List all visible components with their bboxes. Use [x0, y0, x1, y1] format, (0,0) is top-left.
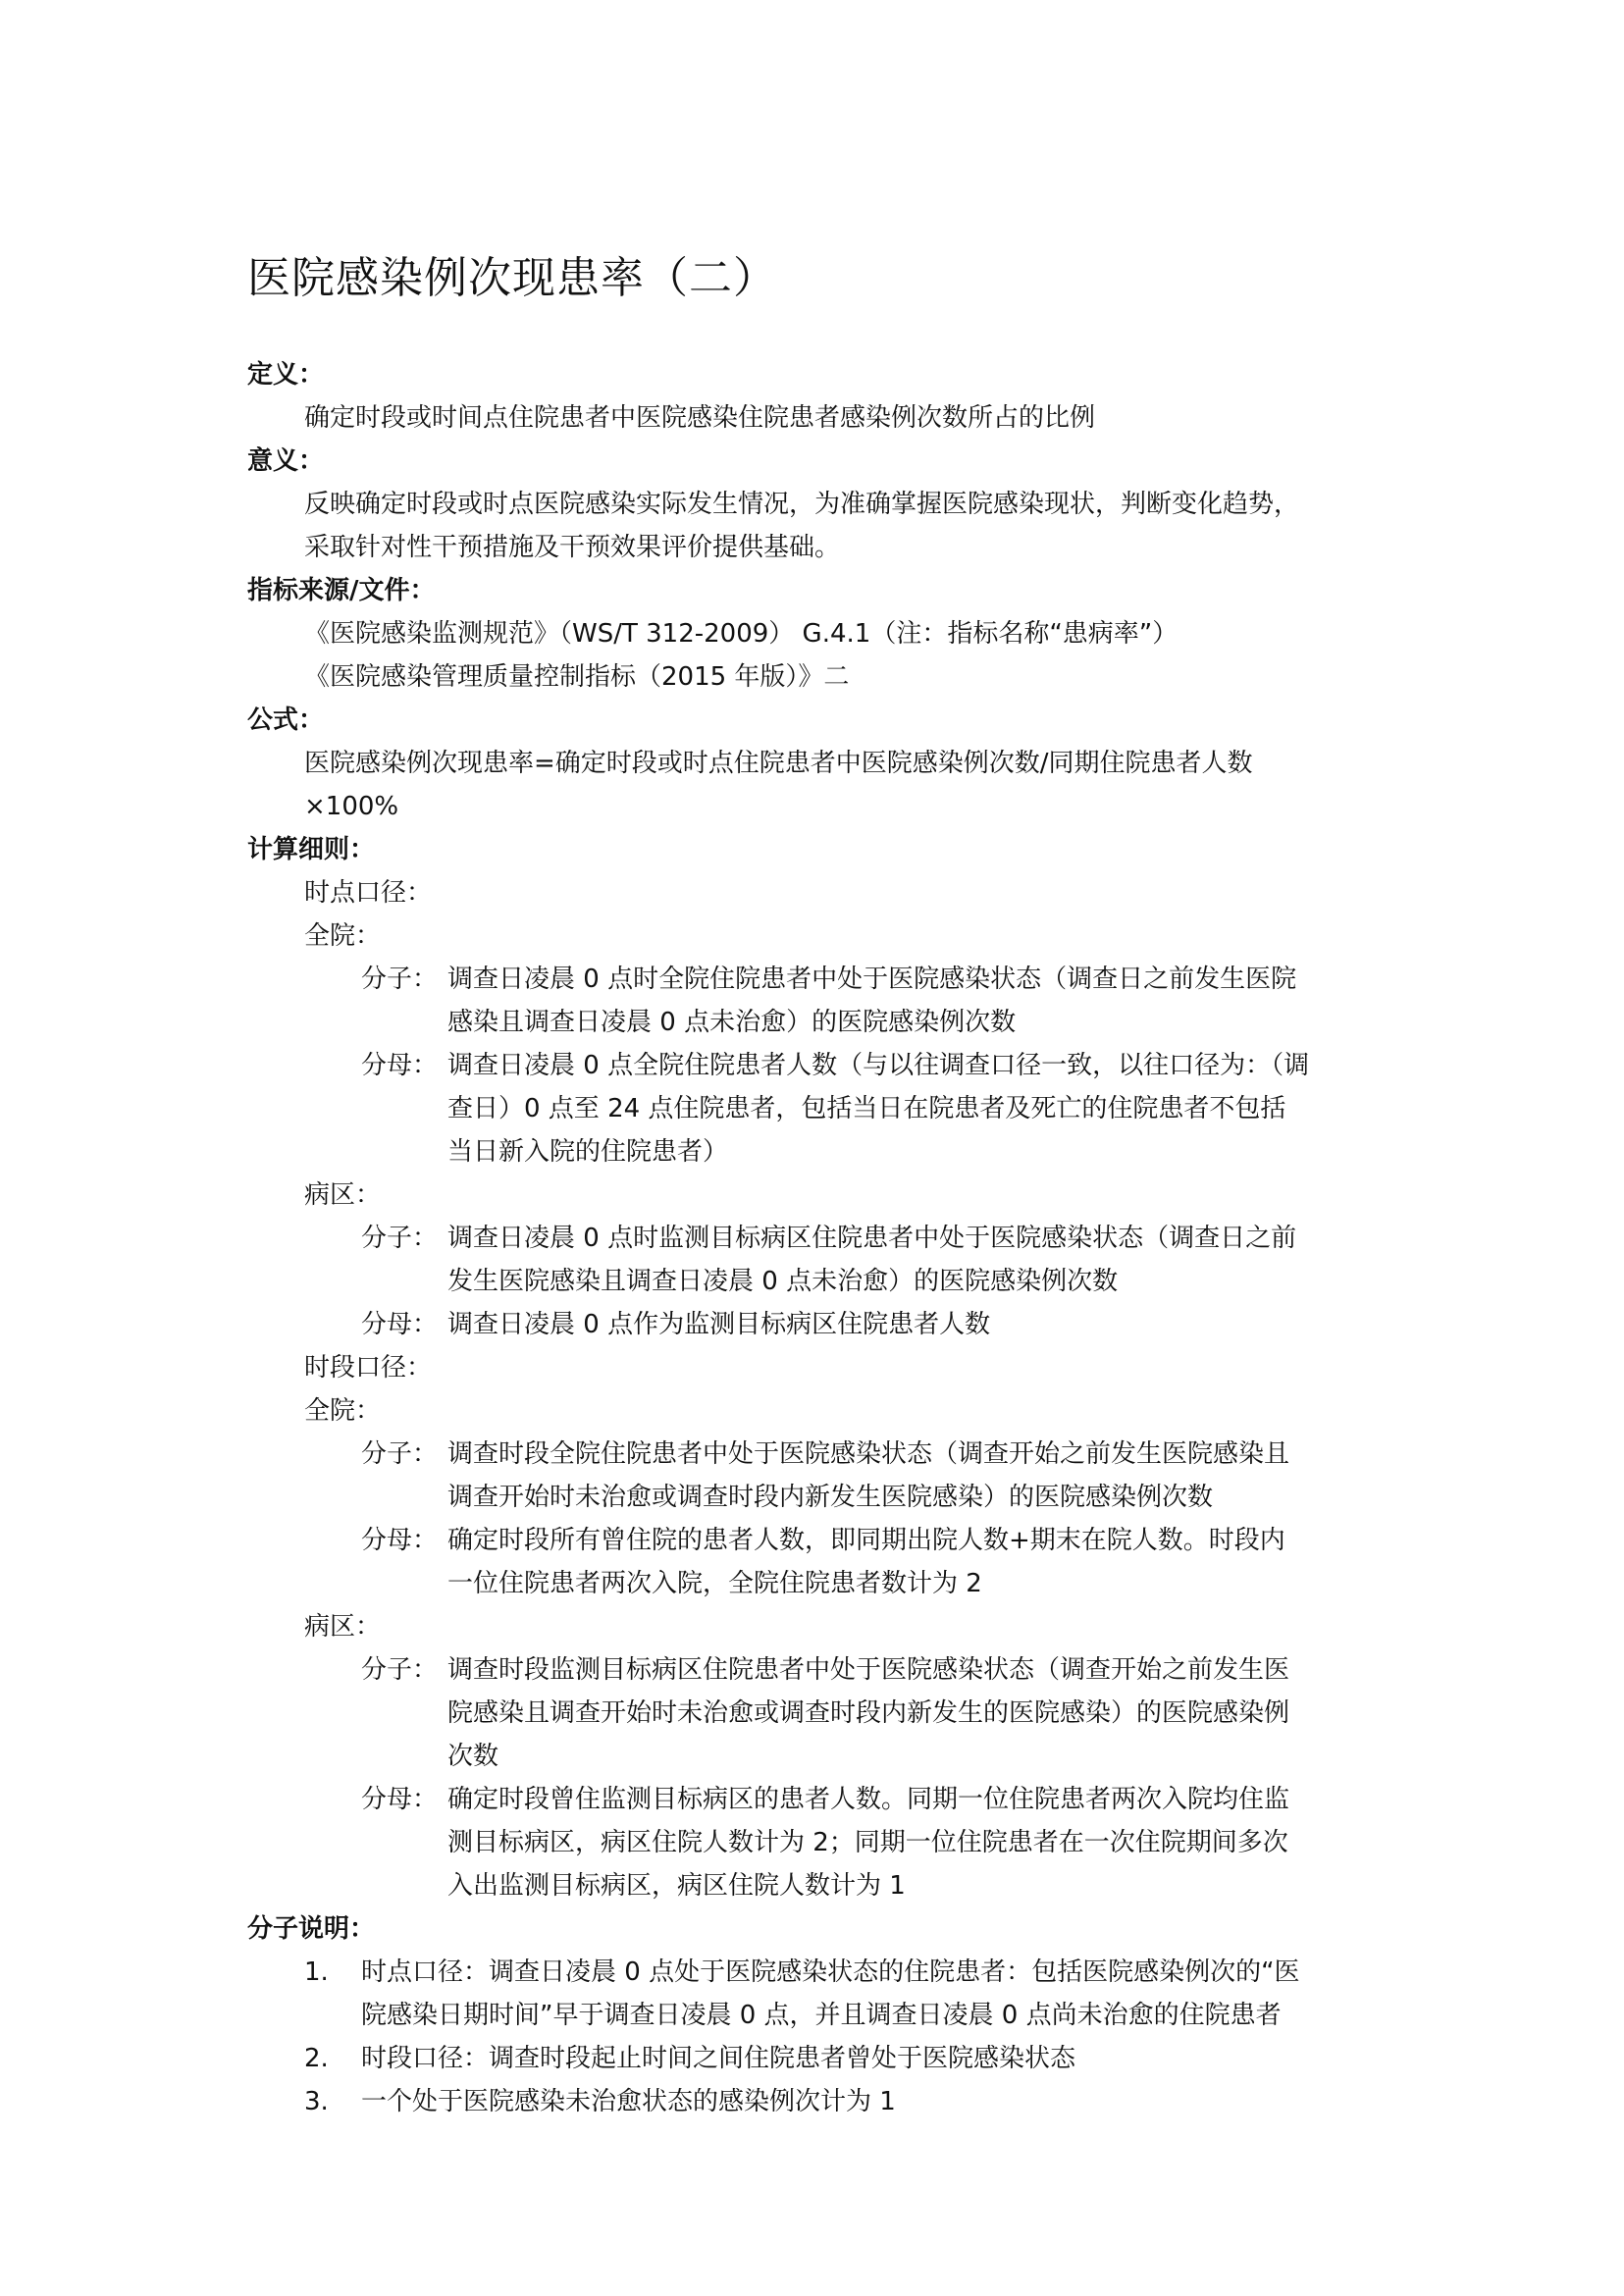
period-hospital-numerator [247, 1433, 1395, 1519]
numerator-label: 分子： [361, 1439, 439, 1469]
numerator-line: 调查开始时未治愈或调查时段内新发生医院感染）的医院感染例次数 [447, 1483, 1214, 1512]
formula-line: 医院感染例次现患率=确定时段或时点住院患者中医院感染例次数/同期住院患者人数 [304, 749, 1253, 778]
note-line: 院感染日期时间”早于调查日凌晨 0 点，并且调查日凌晨 0 点尚未治愈的住院患者 [361, 2001, 1282, 2030]
source-heading: 指标来源/文件： [247, 576, 436, 605]
point-hospital-numerator [247, 958, 1395, 1044]
denominator-line: 入出监测目标病区，病区住院人数计为 1 [447, 1871, 906, 1901]
denominator-line: 调查日凌晨 0 点作为监测目标病区住院患者人数 [447, 1310, 991, 1339]
period-ward-numerator [247, 1648, 1395, 1778]
note-item [247, 1951, 1395, 2037]
denominator-line: 一位住院患者两次入院，全院住院患者数计为 2 [447, 1569, 982, 1598]
denominator-label: 分母： [361, 1526, 439, 1555]
significance-heading: 意义： [247, 446, 325, 476]
numerator-line: 院感染且调查开始时未治愈或调查时段内新发生的医院感染）的医院感染例 [447, 1698, 1290, 1728]
note-number: 1. [304, 1957, 329, 1987]
numerator-line: 感染且调查日凌晨 0 点未治愈）的医院感染例次数 [447, 1008, 1017, 1037]
definition-heading: 定义： [247, 360, 325, 390]
numerator-label: 分子： [361, 1224, 439, 1253]
note-line: 时段口径：调查时段起止时间之间住院患者曾处于医院感染状态 [361, 2044, 1076, 2073]
point-hospital-denominator [247, 1044, 1395, 1174]
significance-line: 反映确定时段或时点医院感染实际发生情况，为准确掌握医院感染现状，判断变化趋势， [304, 490, 1300, 519]
document-body [247, 353, 1395, 2123]
denominator-line: 调查日凌晨 0 点全院住院患者人数（与以往调查口径一致，以往口径为：（调 [447, 1051, 1310, 1080]
formula-line: ×100% [304, 792, 399, 821]
definition-text [247, 396, 1395, 440]
point-hospital-label: 全院： [304, 921, 382, 951]
numerator-line: 调查日凌晨 0 点时全院住院患者中处于医院感染状态（调查日之前发生医院 [447, 965, 1297, 994]
period-ward-label: 病区： [304, 1612, 382, 1642]
definition-line: 确定时段或时间点住院患者中医院感染住院患者感染例次数所占的比例 [304, 403, 1096, 433]
point-caliber-label: 时点口径： [304, 878, 433, 908]
source-line: 《医院感染管理质量控制指标（2015 年版）》二 [304, 662, 850, 692]
denominator-line: 当日新入院的住院患者） [447, 1137, 729, 1167]
point-ward-numerator [247, 1217, 1395, 1303]
denominator-line: 测目标病区，病区住院人数计为 2；同期一位住院患者在一次住院期间多次 [447, 1828, 1288, 1857]
period-ward-denominator [247, 1778, 1395, 1907]
calc-heading: 计算细则： [247, 835, 376, 864]
numerator-line: 发生医院感染且调查日凌晨 0 点未治愈）的医院感染例次数 [447, 1267, 1119, 1296]
denominator-line: 确定时段所有曾住院的患者人数，即同期出院人数+期末在院人数。时段内 [447, 1526, 1285, 1555]
point-ward-denominator [247, 1303, 1395, 1346]
source-text [247, 612, 1395, 699]
page-title: 医院感染例次现患率（二） [247, 253, 777, 303]
note-number: 2. [304, 2044, 329, 2073]
period-hospital-label: 全院： [304, 1396, 382, 1426]
source-line: 《医院感染监测规范》（WS/T 312-2009） G.4.1（注：指标名称“患病率”） [304, 619, 1179, 649]
numerator-label: 分子： [361, 1655, 439, 1685]
numerator-line: 调查时段监测目标病区住院患者中处于医院感染状态（调查开始之前发生医 [447, 1655, 1290, 1685]
note-line: 一个处于医院感染未治愈状态的感染例次计为 1 [361, 2087, 896, 2116]
note-item [247, 2037, 1395, 2080]
denominator-label: 分母： [361, 1051, 439, 1080]
period-hospital-denominator [247, 1519, 1395, 1605]
numerator-notes-heading: 分子说明： [247, 1914, 376, 1944]
note-line: 时点口径：调查日凌晨 0 点处于医院感染状态的住院患者：包括医院感染例次的“医 [361, 1957, 1300, 1987]
denominator-line: 查日）0 点至 24 点住院患者，包括当日在院患者及死亡的住院患者不包括 [447, 1094, 1286, 1123]
numerator-line: 次数 [447, 1742, 499, 1771]
significance-line: 采取针对性干预措施及干预效果评价提供基础。 [304, 533, 841, 562]
formula-heading: 公式： [247, 705, 325, 735]
point-ward-label: 病区： [304, 1180, 382, 1210]
denominator-label: 分母： [361, 1310, 439, 1339]
note-number: 3. [304, 2087, 329, 2116]
formula-text [247, 742, 1395, 828]
period-caliber-label: 时段口径： [304, 1353, 433, 1383]
numerator-label: 分子： [361, 965, 439, 994]
numerator-line: 调查日凌晨 0 点时监测目标病区住院患者中处于医院感染状态（调查日之前 [447, 1224, 1297, 1253]
denominator-label: 分母： [361, 1785, 439, 1814]
note-item [247, 2080, 1395, 2123]
significance-text [247, 483, 1395, 569]
numerator-line: 调查时段全院住院患者中处于医院感染状态（调查开始之前发生医院感染且 [447, 1439, 1290, 1469]
denominator-line: 确定时段曾住监测目标病区的患者人数。同期一位住院患者两次入院均住监 [447, 1785, 1290, 1814]
